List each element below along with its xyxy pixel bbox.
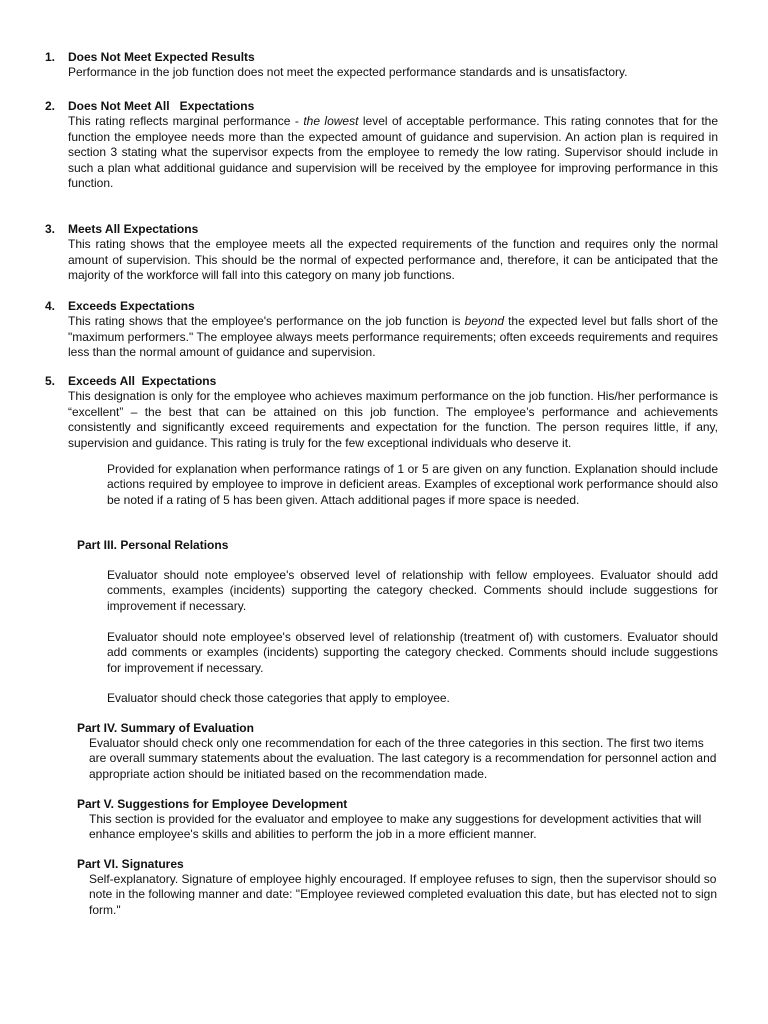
part-5-section xyxy=(77,797,718,843)
rating-title: Does Not Meet Expected Results xyxy=(68,50,255,64)
part-6-title: Part VI. Signatures xyxy=(77,857,184,871)
rating-title: Exceeds Expectations xyxy=(68,299,195,313)
rating-number: 3. xyxy=(45,222,56,236)
rating-description-emphasis: beyond xyxy=(464,314,505,328)
part-6-section xyxy=(77,857,718,918)
rating-item-2 xyxy=(45,99,718,192)
rating-description xyxy=(68,314,718,361)
rating-number: 5. xyxy=(45,374,56,388)
rating-number: 1. xyxy=(45,50,56,64)
rating-description: This designation is only for the employee who achieves maximum performance on the job function. His/her performance is “excellent” – the best that can be attained on this job function. The employee’s performance and achievements consistently and significantly exceed requirements and expectation for the function. The person requires little, if any, supervision and guidance. This rating is truly for the few exceptional individuals who deserve it. xyxy=(68,389,718,450)
rating-title: Meets All Expectations xyxy=(68,222,199,236)
rating-item-4 xyxy=(45,299,718,361)
rating-description-emphasis: the lowest xyxy=(303,114,359,128)
rating-title: Does Not Meet All Expectations xyxy=(68,99,255,113)
rating-item-1 xyxy=(45,50,718,81)
rating-description xyxy=(68,114,718,192)
rating-item-5 xyxy=(45,374,718,451)
part-5-body: This section is provided for the evaluator and employee to make any suggestions for development activities that will enhance employee's skills and abilities to perform the job in a more efficient manner. xyxy=(89,812,702,842)
rating-description: This rating shows that the employee meets all the expected requirements of the function and requires only the normal amount of supervision. This should be the normal of expected performance and, therefore, it can be anticipated that the majority of the workforce will fall into this category on many job functions. xyxy=(68,237,718,282)
part-6-body: Self-explanatory. Signature of employee highly encouraged. If employee refuses to sign, then the supervisor should so note in the following manner and date: "Employee reviewed completed evaluation this date, but has elected not to sign form." xyxy=(89,872,717,917)
part-3-paragraph-3: Evaluator should check those categories that apply to employee. xyxy=(107,691,450,705)
part-3-section xyxy=(77,538,718,553)
rating-title: Exceeds All Expectations xyxy=(68,374,217,388)
rating-description: Performance in the job function does not meet the expected performance standards and is unsatisfactory. xyxy=(68,65,628,79)
part-3-paragraph-1: Evaluator should note employee's observed level of relationship with fellow employees. Evaluator should add comments, examples (incidents) supporting the category checked. Comments should include suggestions for improvement if necessary. xyxy=(107,568,718,613)
part-3-paragraph-2: Evaluator should note employee's observed level of relationship (treatment of) with customers. Evaluator should add comments or examples (incidents) supporting the category checked. Comments should include suggestions for improvement if necessary. xyxy=(107,630,718,675)
rating-number: 2. xyxy=(45,99,56,113)
rating-item-3 xyxy=(45,222,718,284)
part-4-body: Evaluator should check only one recommendation for each of the three categories in this section. The first two items are overall summary statements about the evaluation. The last category is a recommendation for personnel action and appropriate action should be initiated based on the recommendation made. xyxy=(89,736,717,781)
explanation-note: Provided for explanation when performance ratings of 1 or 5 are given on any function. Explanation should include actions required by employee to improve in deficient areas. Examples of exceptional work performance should also be noted if a rating of 5 has been given. Attach additional pages if more space is needed. xyxy=(107,462,718,507)
rating-description-rest: the expected level but falls short of the "maximum performers." The employee always meets performance requirements; often exceeds requirements and requires less than the normal amount of guidance and supervision. xyxy=(68,314,719,359)
part-4-section xyxy=(77,721,718,782)
part-3-title: Part III. Personal Relations xyxy=(77,538,229,552)
rating-number: 4. xyxy=(45,299,56,313)
part-4-title: Part IV. Summary of Evaluation xyxy=(77,721,254,735)
rating-description-start: This rating shows that the employee's performance on the job function is xyxy=(68,314,465,328)
part-5-title: Part V. Suggestions for Employee Development xyxy=(77,797,348,811)
rating-description-rest: level of acceptable performance. This rating connotes that for the function the employee needs more than the expected amount of guidance and supervision. An action plan is required in section 3 stating what the supervisor expects from the employee to remedy the low rating. Supervisor should include in such a plan what additional guidance and supervision will be received by the employee for improving performance in this function. xyxy=(68,114,719,190)
rating-description-start: This rating reflects marginal performance - xyxy=(68,114,304,128)
